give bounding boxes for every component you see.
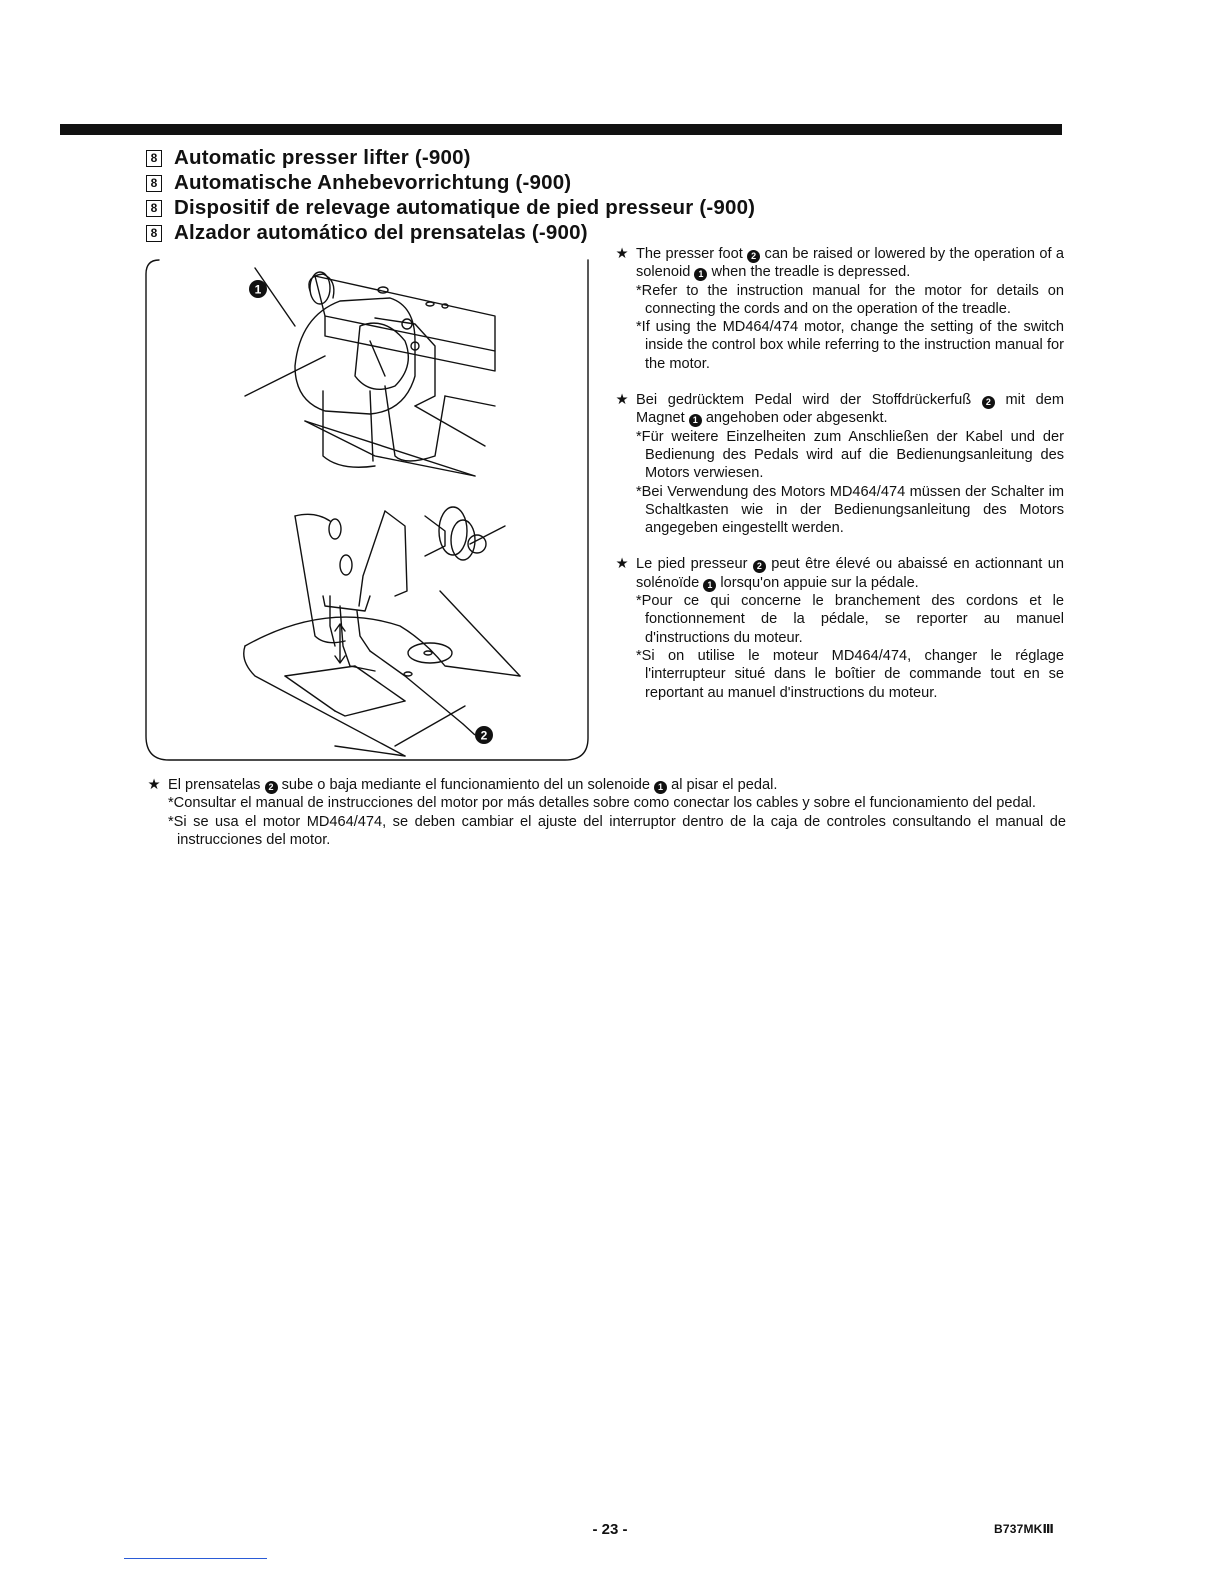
- star-bullet-icon: ★: [615, 556, 629, 573]
- heading-text: Automatic presser lifter (-900): [174, 146, 471, 169]
- callout-1-icon: 1: [703, 579, 716, 592]
- callout-2-label: 2: [480, 728, 488, 743]
- sewing-machine-drawing: [145, 246, 589, 762]
- section-number-box: 8: [146, 225, 162, 242]
- french-instructions: [614, 555, 1064, 701]
- note-text: *Refer to the instruction manual for the motor for details on connecting the cords and on the operation of the treadle.: [636, 282, 1064, 317]
- star-bullet-icon: ★: [147, 777, 161, 793]
- callout-2-icon: 2: [753, 560, 766, 573]
- section-number-box: 8: [146, 175, 162, 192]
- spanish-instructions: [146, 776, 1066, 849]
- heading-english: [146, 146, 1046, 170]
- note-text: *Si on utilise le moteur MD464/474, changer le réglage l'interrupteur situé dans le boîtier de commande tout en se reportant au manuel d'instructions du moteur.: [636, 647, 1064, 701]
- spanish-instructions-block: [146, 776, 1066, 867]
- section-number-box: 8: [146, 150, 162, 167]
- page-number: - 23 -: [592, 1521, 628, 1538]
- instructions-column: [614, 245, 1064, 720]
- heading-german: [146, 171, 1046, 195]
- section-headings: [146, 146, 1046, 246]
- heading-text: Automatische Anhebevorrichtung (-900): [174, 171, 572, 194]
- heading-french: [146, 196, 1046, 220]
- note-text: *Für weitere Einzelheiten zum Anschließen der Kabel und der Bedienung des Pedals wird auf die Bedienungsanleitung des Motors verwiesen.: [636, 428, 1064, 482]
- top-rule: [60, 124, 1062, 135]
- main-text: Le pied presseur 2 peut être élevé ou abaissé en actionnant un solénoïde 1 lorsqu'on appuie sur la pédale.: [636, 556, 1064, 591]
- main-text: The presser foot 2 can be raised or lowered by the operation of a solenoid 1 when the treadle is depressed.: [636, 246, 1064, 281]
- english-instructions: [614, 245, 1064, 373]
- section-number-box: 8: [146, 200, 162, 217]
- german-instructions: [614, 391, 1064, 537]
- note-text: *Si se usa el motor MD464/474, se deben cambiar el ajuste del interruptor dentro de la caja de controles consultando el manual de instrucciones del motor.: [168, 813, 1066, 848]
- callout-1-icon: 1: [654, 781, 667, 794]
- callout-1-icon: 1: [694, 268, 707, 281]
- callout-1-label: 1: [254, 282, 262, 297]
- callout-2-icon: 2: [265, 781, 278, 794]
- footer-rule: [124, 1558, 267, 1559]
- heading-text: Alzador automático del prensatelas (-900): [174, 221, 588, 244]
- note-text: *If using the MD464/474 motor, change the setting of the switch inside the control box while referring to the instruction manual for the motor.: [636, 319, 1064, 372]
- note-text: *Bei Verwendung des Motors MD464/474 müssen der Schalter im Schaltkasten wie in der Bedienungsanleitung des Motors angegeben eingestellt werden.: [636, 483, 1064, 537]
- presser-lifter-illustration: [145, 246, 589, 762]
- heading-spanish: [146, 221, 1046, 245]
- note-text: *Pour ce qui concerne le branchement des cordons et le fonctionnement de la pédale, se reporter au manuel d'instructions du moteur.: [636, 593, 1064, 646]
- star-bullet-icon: ★: [615, 392, 629, 409]
- callout-2-icon: 2: [747, 250, 760, 263]
- main-text: Bei gedrücktem Pedal wird der Stoffdrückerfuß 2 mit dem Magnet 1 angehoben oder abgesenkt.: [636, 392, 1064, 427]
- callout-1-icon: 1: [689, 414, 702, 427]
- model-code: B737MKⅢ: [994, 1522, 1055, 1536]
- note-text: *Consultar el manual de instrucciones del motor por más detalles sobre como conectar los cables y sobre el funcionamiento del pedal.: [168, 795, 1036, 812]
- callout-2-icon: 2: [982, 396, 995, 409]
- star-bullet-icon: ★: [615, 246, 629, 262]
- heading-text: Dispositif de relevage automatique de pied presseur (-900): [174, 196, 756, 219]
- main-text: El prensatelas 2 sube o baja mediante el funcionamiento del un solenoide 1 al pisar el pedal.: [168, 777, 778, 793]
